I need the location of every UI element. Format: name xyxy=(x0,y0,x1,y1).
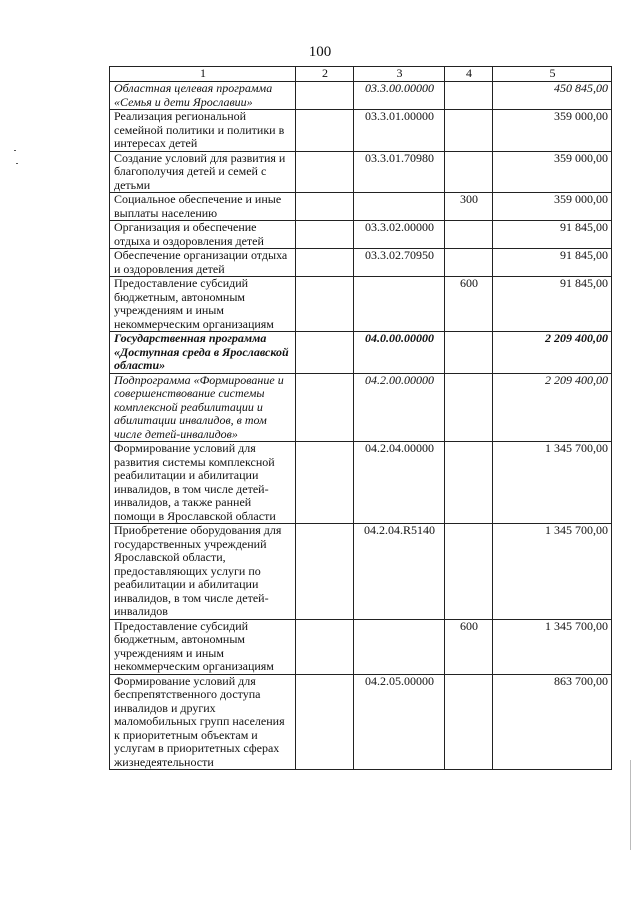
row-col2-cell xyxy=(296,524,354,620)
row-amount-cell: 1 345 700,00 xyxy=(493,619,612,674)
row-amount-cell: 91 845,00 xyxy=(493,249,612,277)
row-col2-cell xyxy=(296,277,354,332)
row-name-cell: Областная целевая программа «Семья и дети Ярославии» xyxy=(110,82,296,110)
row-col2-cell xyxy=(296,442,354,524)
row-code-cell: 04.2.04.R5140 xyxy=(354,524,445,620)
row-type-cell xyxy=(445,82,493,110)
column-header: 5 xyxy=(493,67,612,82)
row-amount-cell: 863 700,00 xyxy=(493,674,612,770)
budget-table xyxy=(109,66,612,770)
row-amount-cell: 91 845,00 xyxy=(493,221,612,249)
row-type-cell xyxy=(445,373,493,442)
row-code-cell: 03.3.01.00000 xyxy=(354,110,445,152)
row-col2-cell xyxy=(296,110,354,152)
table-row xyxy=(110,674,612,770)
row-type-cell: 600 xyxy=(445,277,493,332)
row-type-cell: 600 xyxy=(445,619,493,674)
column-header: 1 xyxy=(110,67,296,82)
row-col2-cell xyxy=(296,151,354,193)
row-col2-cell xyxy=(296,249,354,277)
table-row xyxy=(110,110,612,152)
table-row xyxy=(110,619,612,674)
scan-mark xyxy=(630,760,631,850)
row-code-cell: 04.0.00.00000 xyxy=(354,332,445,374)
table-header-row xyxy=(110,67,612,82)
table-body xyxy=(110,82,612,770)
row-name-cell: Реализация региональной семейной политики и политики в интересах детей xyxy=(110,110,296,152)
row-type-cell xyxy=(445,332,493,374)
row-type-cell xyxy=(445,151,493,193)
row-name-cell: Приобретение оборудования для государственных учреждений Ярославской области, предоставляющих услуги по реабилитации и абилитации инвалидов, в том числе детей-инвалидов xyxy=(110,524,296,620)
table-row xyxy=(110,442,612,524)
row-name-cell: Формирование условий для беспрепятственного доступа инвалидов и других маломобильных групп населения к приоритетным объектам и услугам в приоритетных сферах жизнедеятельности xyxy=(110,674,296,770)
row-col2-cell xyxy=(296,332,354,374)
row-type-cell xyxy=(445,674,493,770)
row-amount-cell: 359 000,00 xyxy=(493,193,612,221)
row-code-cell xyxy=(354,277,445,332)
row-name-cell: Подпрограмма «Формирование и совершенствование системы комплексной реабилитации и абилитации инвалидов, в том числе детей-инвалидов» xyxy=(110,373,296,442)
row-amount-cell: 1 345 700,00 xyxy=(493,442,612,524)
row-code-cell: 03.3.01.70980 xyxy=(354,151,445,193)
row-code-cell xyxy=(354,619,445,674)
row-col2-cell xyxy=(296,373,354,442)
table-row xyxy=(110,82,612,110)
row-code-cell: 04.2.04.00000 xyxy=(354,442,445,524)
scan-mark xyxy=(16,163,18,164)
row-code-cell xyxy=(354,193,445,221)
row-code-cell: 04.2.00.00000 xyxy=(354,373,445,442)
row-amount-cell: 359 000,00 xyxy=(493,151,612,193)
row-name-cell: Создание условий для развития и благополучия детей и семей с детьми xyxy=(110,151,296,193)
row-name-cell: Обеспечение организации отдыха и оздоровления детей xyxy=(110,249,296,277)
row-code-cell: 03.3.02.70950 xyxy=(354,249,445,277)
table-row xyxy=(110,277,612,332)
row-amount-cell: 2 209 400,00 xyxy=(493,373,612,442)
row-col2-cell xyxy=(296,619,354,674)
row-name-cell: Формирование условий для развития системы комплексной реабилитации и абилитации инвалидов, в том числе детей-инвалидов, а также ранней помощи в Ярославской области xyxy=(110,442,296,524)
table-row xyxy=(110,332,612,374)
table-row xyxy=(110,524,612,620)
column-header: 4 xyxy=(445,67,493,82)
table-row xyxy=(110,151,612,193)
table-row xyxy=(110,373,612,442)
row-col2-cell xyxy=(296,221,354,249)
row-code-cell: 03.3.00.00000 xyxy=(354,82,445,110)
row-amount-cell: 2 209 400,00 xyxy=(493,332,612,374)
row-col2-cell xyxy=(296,674,354,770)
row-name-cell: Государственная программа «Доступная среда в Ярославской области» xyxy=(110,332,296,374)
row-type-cell xyxy=(445,110,493,152)
table-row xyxy=(110,249,612,277)
table-row xyxy=(110,221,612,249)
row-type-cell xyxy=(445,442,493,524)
row-amount-cell: 91 845,00 xyxy=(493,277,612,332)
row-amount-cell: 359 000,00 xyxy=(493,110,612,152)
row-name-cell: Предоставление субсидий бюджетным, автономным учреждениям и иным некоммерческим организациям xyxy=(110,277,296,332)
column-header: 2 xyxy=(296,67,354,82)
scan-mark xyxy=(14,150,16,151)
row-amount-cell: 450 845,00 xyxy=(493,82,612,110)
row-code-cell: 04.2.05.00000 xyxy=(354,674,445,770)
row-name-cell: Предоставление субсидий бюджетным, автономным учреждениям и иным некоммерческим организациям xyxy=(110,619,296,674)
row-type-cell xyxy=(445,249,493,277)
row-col2-cell xyxy=(296,82,354,110)
row-type-cell xyxy=(445,524,493,620)
row-name-cell: Организация и обеспечение отдыха и оздоровления детей xyxy=(110,221,296,249)
row-name-cell: Социальное обеспечение и иные выплаты населению xyxy=(110,193,296,221)
row-type-cell: 300 xyxy=(445,193,493,221)
row-type-cell xyxy=(445,221,493,249)
page-number: 100 xyxy=(308,44,332,60)
row-col2-cell xyxy=(296,193,354,221)
row-amount-cell: 1 345 700,00 xyxy=(493,524,612,620)
column-header: 3 xyxy=(354,67,445,82)
table-row xyxy=(110,193,612,221)
row-code-cell: 03.3.02.00000 xyxy=(354,221,445,249)
